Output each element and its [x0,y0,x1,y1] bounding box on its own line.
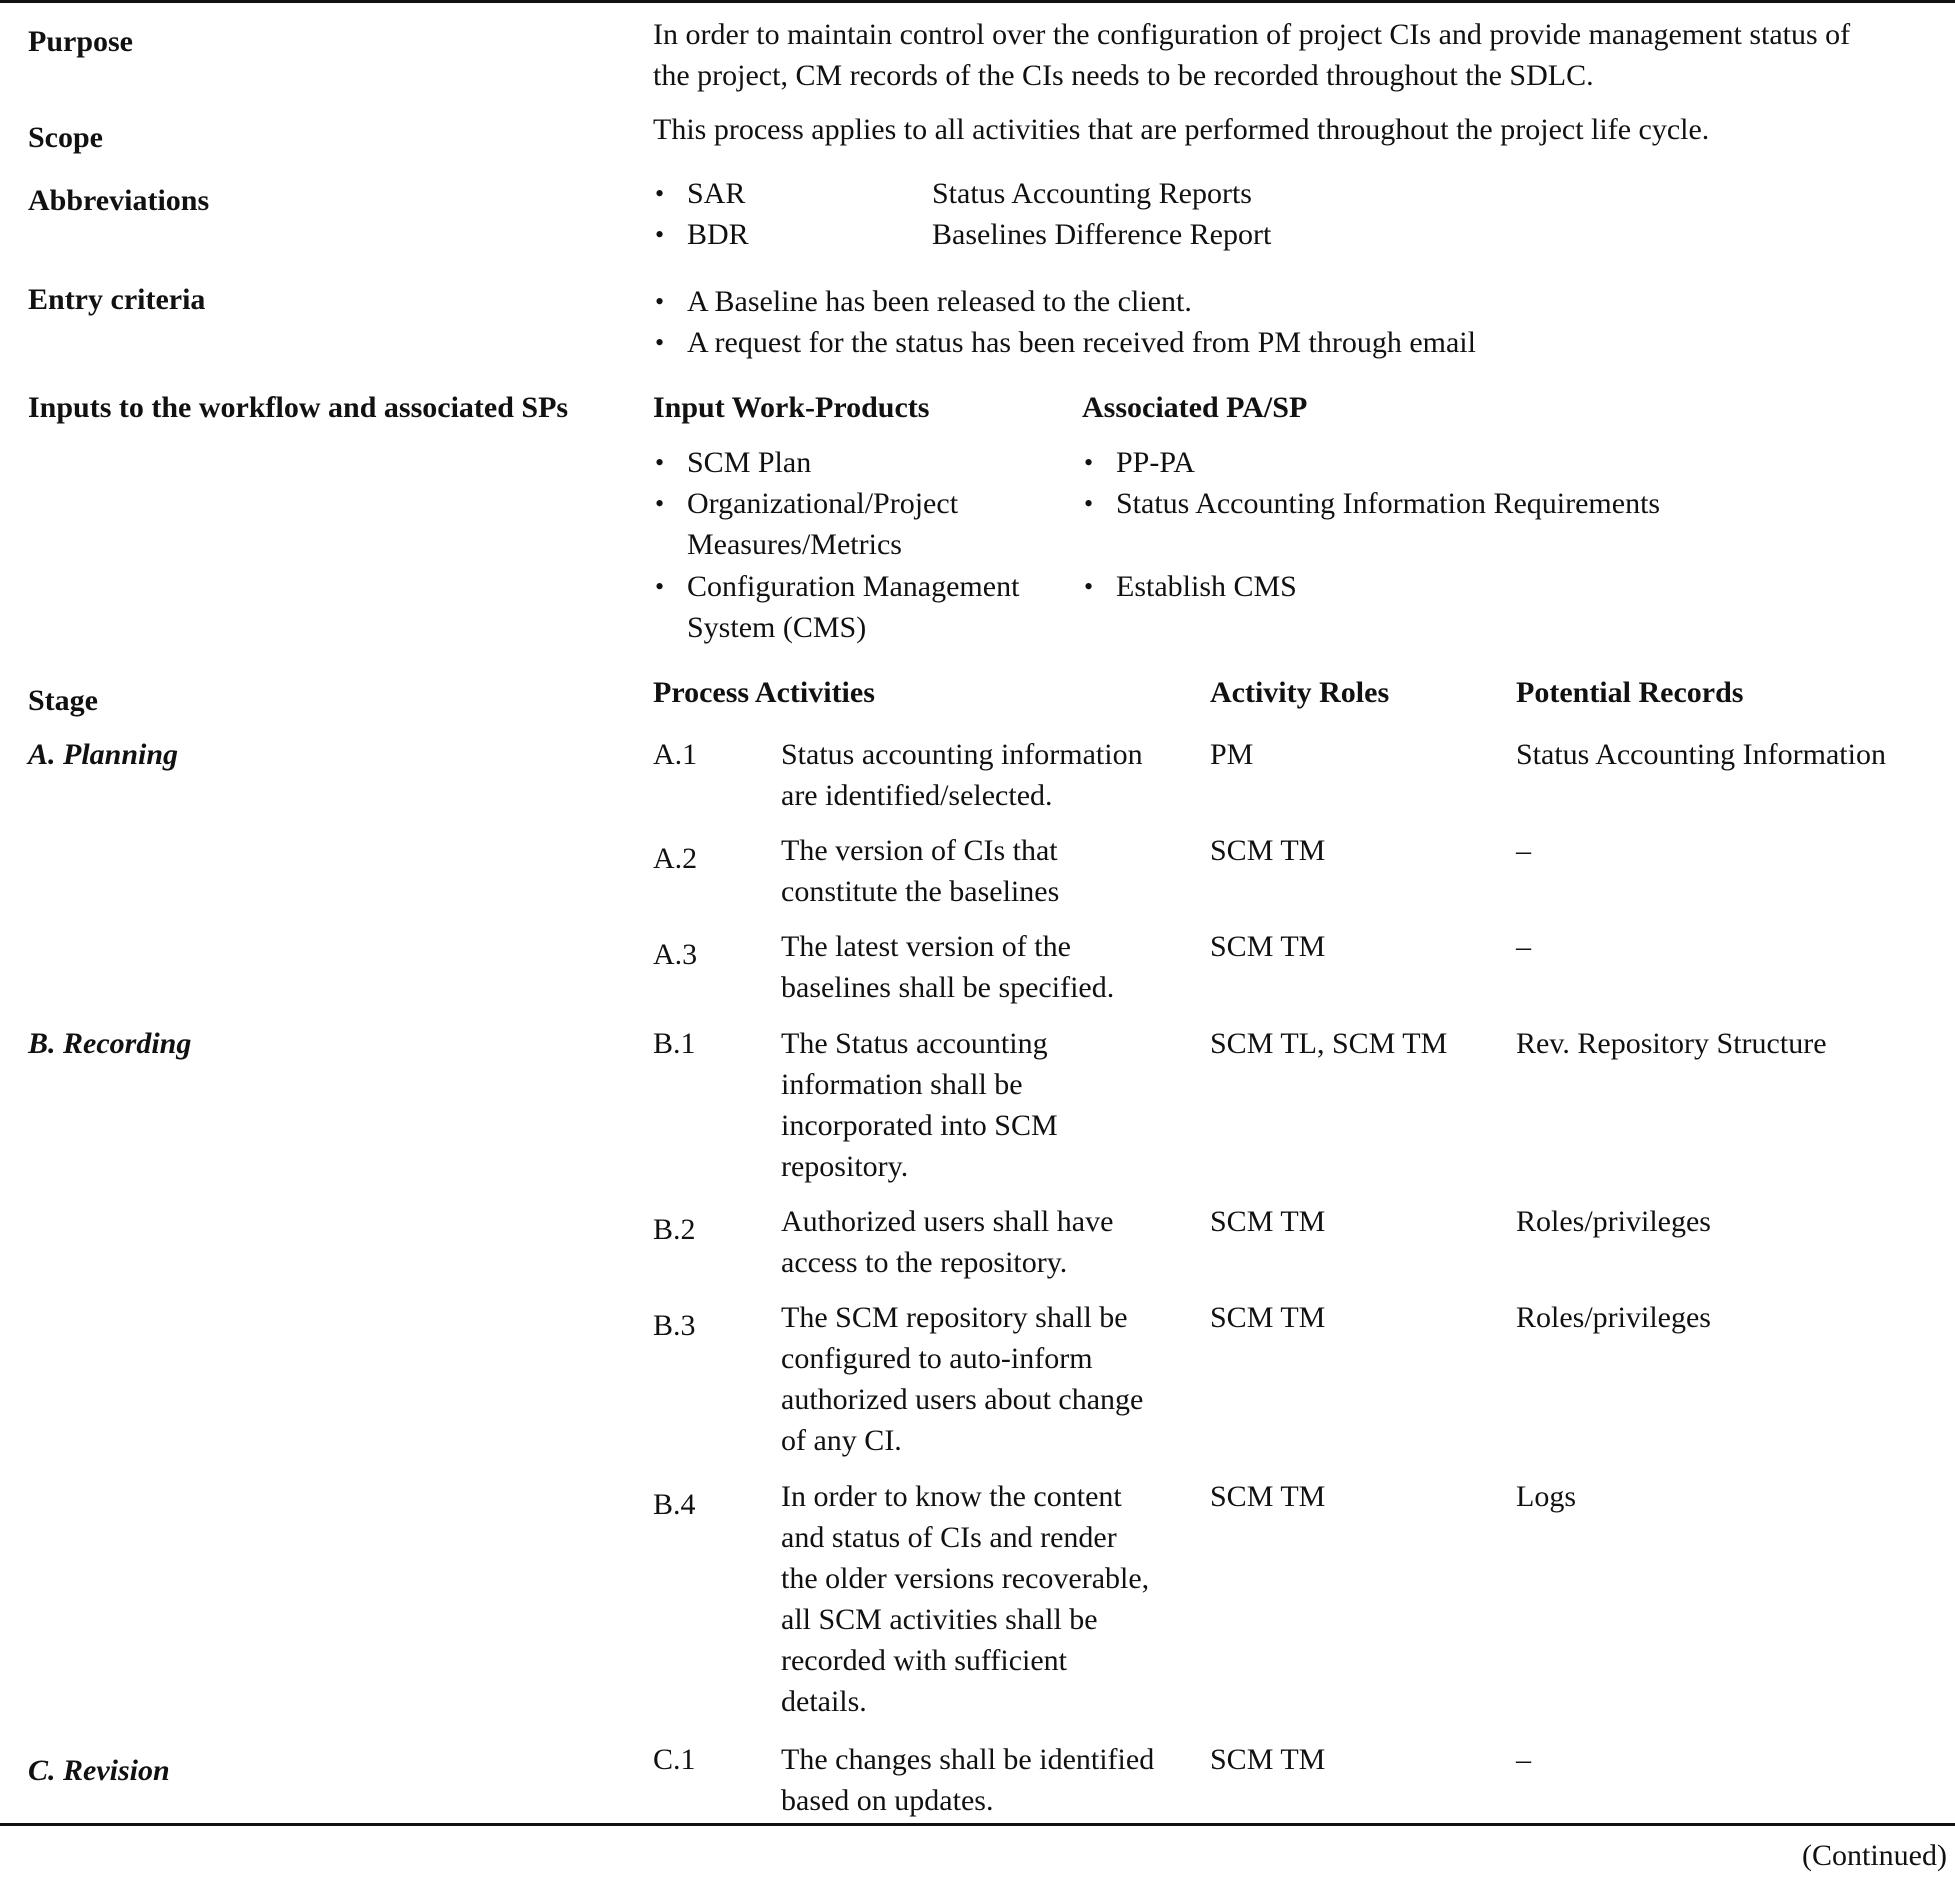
potential-records-header: Potential Records [1516,676,1744,709]
activity-text-line: The SCM repository shall be [781,1301,1128,1334]
purpose-line-2: the project, CM records of the CIs needs to be recorded throughout the SDLC. [653,59,1594,92]
activity-role: SCM TM [1210,1480,1326,1513]
activity-text-line: authorized users about change [781,1383,1144,1416]
associated-pa-sp-header: Associated PA/SP [1082,391,1308,424]
inputs-label: Inputs to the workflow and associated SPs [28,391,569,424]
purpose-label: Purpose [28,25,133,58]
activity-role: SCM TM [1210,1743,1326,1776]
top-rule [0,0,1955,3]
activity-record: Roles/privileges [1516,1205,1711,1238]
activity-text-line: The Status accounting [781,1027,1048,1060]
activity-record: Rev. Repository Structure [1516,1027,1827,1060]
activity-text-line: recorded with sufficient [781,1644,1068,1677]
activity-text-line: details. [781,1685,867,1718]
activity-text-line: incorporated into SCM [781,1109,1058,1142]
activity-text-line: configured to auto-inform [781,1342,1093,1375]
activity-role: SCM TM [1210,930,1326,963]
activity-text-line: the older versions recoverable, [781,1562,1150,1595]
activity-id: A.2 [653,842,698,875]
work-product-measures-line-1: • Organizational/Project [687,483,958,524]
activity-id: B.1 [653,1027,696,1060]
process-activities-header: Process Activities [653,676,875,709]
activity-text-line: all SCM activities shall be [781,1603,1098,1636]
entry-criteria-item-1: • A Baseline has been released to the client. [687,281,1192,322]
activity-id: B.2 [653,1213,696,1246]
activity-text-line: and status of CIs and render [781,1521,1117,1554]
activity-text-line: access to the repository. [781,1246,1068,1279]
activity-text-line: The latest version of the [781,930,1071,963]
activity-text-line: Authorized users shall have [781,1205,1114,1238]
activity-text-line: of any CI. [781,1424,902,1457]
stage-a-planning: A. Planning [28,738,179,771]
activity-text-line: Status accounting information [781,738,1143,771]
activity-text-line: The changes shall be identified [781,1743,1155,1776]
scope-text: This process applies to all activities that are performed throughout the project life cycle. [653,113,1710,146]
stage-header: Stage [28,684,98,717]
activity-id: C.1 [653,1743,696,1776]
bottom-rule [0,1823,1955,1826]
pa-sp-status-accounting: • Status Accounting Information Requirements [1116,483,1660,524]
activity-text-line: baselines shall be specified. [781,971,1115,1004]
activity-role: SCM TM [1210,1301,1326,1334]
abbr-bdr: • BDR [687,214,749,255]
activity-text-line: are identified/selected. [781,779,1053,812]
work-product-scm-plan: • SCM Plan [687,442,811,483]
continued-note: (Continued) [1802,1839,1947,1872]
input-work-products-header: Input Work-Products [653,391,930,424]
activity-id: A.3 [653,938,698,971]
stage-c-revision: C. Revision [28,1754,170,1787]
activity-role: SCM TL, SCM TM [1210,1027,1448,1060]
activity-id: A.1 [653,738,698,771]
activity-text-line: information shall be [781,1068,1023,1101]
work-product-cms-line-2: System (CMS) [687,611,867,644]
abbr-bdr-meaning: Baselines Difference Report [932,218,1272,251]
abbreviations-label: Abbreviations [28,184,210,217]
work-product-measures-line-2: Measures/Metrics [687,528,902,561]
activity-role: SCM TM [1210,1205,1326,1238]
activity-record: Status Accounting Information [1516,738,1886,771]
abbr-sar: • SAR [687,173,745,214]
abbr-sar-meaning: Status Accounting Reports [932,177,1252,210]
work-product-cms-line-1: • Configuration Management [687,566,1019,607]
pa-sp-establish-cms: • Establish CMS [1116,566,1297,607]
activity-record: – [1516,834,1531,867]
activity-role: PM [1210,738,1254,771]
purpose-line-1: In order to maintain control over the configuration of project CIs and provide management status of [653,18,1851,51]
activity-text-line: constitute the baselines [781,875,1060,908]
scope-label: Scope [28,121,103,154]
activity-text-line: based on updates. [781,1784,994,1817]
activity-role: SCM TM [1210,834,1326,867]
activity-record: Logs [1516,1480,1576,1513]
activity-id: B.4 [653,1488,696,1521]
entry-criteria-label: Entry criteria [28,283,206,316]
activity-roles-header: Activity Roles [1210,676,1390,709]
activity-record: – [1516,1743,1531,1776]
stage-b-recording: B. Recording [28,1027,192,1060]
activity-id: B.3 [653,1309,696,1342]
activity-record: Roles/privileges [1516,1301,1711,1334]
activity-text-line: The version of CIs that [781,834,1058,867]
entry-criteria-item-2: • A request for the status has been received from PM through email [687,322,1476,363]
activity-text-line: repository. [781,1150,909,1183]
activity-record: – [1516,930,1531,963]
activity-text-line: In order to know the content [781,1480,1122,1513]
pa-sp-pp-pa: • PP-PA [1116,442,1195,483]
